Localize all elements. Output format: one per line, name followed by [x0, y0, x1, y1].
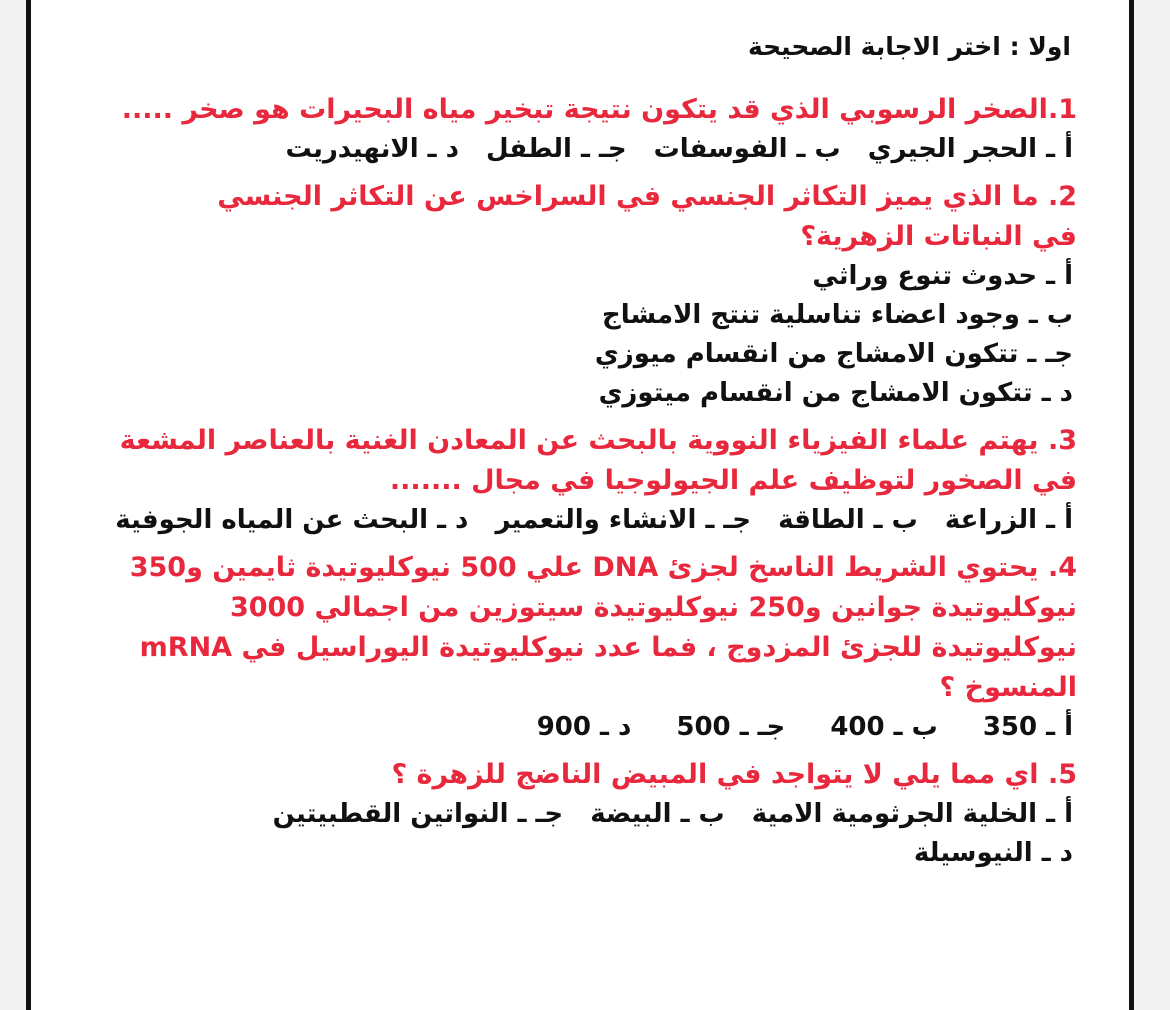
question-1 — [77, 90, 1077, 169]
option-a[interactable]: أ ـ الخلية الجرثومية الامية — [751, 799, 1073, 829]
question-2-number: 2. — [1047, 181, 1077, 212]
question-3-stem: يهتم علماء الفيزياء النووية بالبحث عن المعادن الغنية بالعناصر المشعة في الصخور لتوظيف علم الجيولوجيا في مجال ....... — [119, 425, 1077, 496]
option-d[interactable]: د ـ النيوسيلة — [913, 838, 1073, 868]
question-5-options — [77, 795, 1077, 873]
question-1-number: 1. — [1047, 94, 1077, 125]
option-a[interactable]: أ ـ حدوث تنوع وراثي — [812, 261, 1073, 291]
question-2-text — [177, 177, 1077, 257]
question-3-options — [77, 501, 1077, 540]
question-1-options — [77, 130, 1077, 169]
option-b[interactable]: ب ـ الفوسفات — [653, 134, 841, 164]
option-c[interactable]: جـ ـ النواتين القطبيتين — [272, 799, 564, 829]
question-3-text — [117, 421, 1077, 501]
option-b[interactable]: ب ـ الطاقة — [778, 505, 918, 535]
question-1-stem: الصخر الرسوبي الذي قد يتكون نتيجة تبخير مياه البحيرات هو صخر ..... — [121, 94, 1048, 125]
option-d[interactable]: د ـ الانهيدريت — [285, 134, 459, 164]
question-5-stem: اي مما يلي لا يتواجد في المبيض الناضج للزهرة ؟ — [391, 759, 1039, 790]
question-4-options — [77, 708, 1077, 747]
option-c[interactable]: جـ ـ الطفل — [486, 134, 627, 164]
option-b[interactable]: ب ـ وجود اعضاء تناسلية تنتج الامشاج — [602, 300, 1073, 330]
option-a[interactable]: أ ـ الزراعة — [944, 505, 1073, 535]
question-4-stem: يحتوي الشريط الناسخ لجزئ DNA علي 500 نيوكليوتيدة ثايمين و350 نيوكليوتيدة جوانين و250 نيوكليوتيدة سيتوزين من اجمالي 3000 نيوكليوتيدة للجزئ المزدوج ، فما عدد نيوكليوتيدة اليوراسيل في mRNA المنسوخ ؟ — [129, 552, 1077, 703]
question-4-number: 4. — [1047, 552, 1077, 583]
section-heading: اولا : اختر الاجابة الصحيحة — [747, 32, 1071, 61]
option-d[interactable]: د ـ 900 — [536, 712, 632, 742]
question-2 — [77, 177, 1077, 413]
question-5-text — [77, 755, 1077, 795]
option-c[interactable]: جـ ـ الانشاء والتعمير — [495, 505, 752, 535]
question-5 — [77, 755, 1077, 873]
question-2-stem: ما الذي يميز التكاثر الجنسي في السراخس عن التكاثر الجنسي في النباتات الزهرية؟ — [217, 181, 1077, 252]
question-3 — [77, 421, 1077, 540]
option-d[interactable]: د ـ تتكون الامشاج من انقسام ميتوزي — [598, 378, 1073, 408]
option-a[interactable]: أ ـ 350 — [982, 712, 1073, 742]
option-b[interactable]: ب ـ 400 — [830, 712, 938, 742]
option-a[interactable]: أ ـ الحجر الجيري — [867, 134, 1073, 164]
option-b[interactable]: ب ـ البيضة — [590, 799, 725, 829]
question-1-text — [77, 90, 1077, 130]
question-2-options — [77, 257, 1077, 413]
question-4-text — [117, 548, 1077, 708]
option-d[interactable]: د ـ البحث عن المياه الجوفية — [115, 505, 469, 535]
question-3-number: 3. — [1047, 425, 1077, 456]
worksheet-content — [77, 26, 1077, 881]
question-4 — [77, 548, 1077, 747]
option-c[interactable]: جـ ـ تتكون الامشاج من انقسام ميوزي — [594, 339, 1073, 369]
question-5-number: 5. — [1047, 759, 1077, 790]
worksheet-page — [26, 0, 1134, 1010]
option-c[interactable]: جـ ـ 500 — [676, 712, 786, 742]
